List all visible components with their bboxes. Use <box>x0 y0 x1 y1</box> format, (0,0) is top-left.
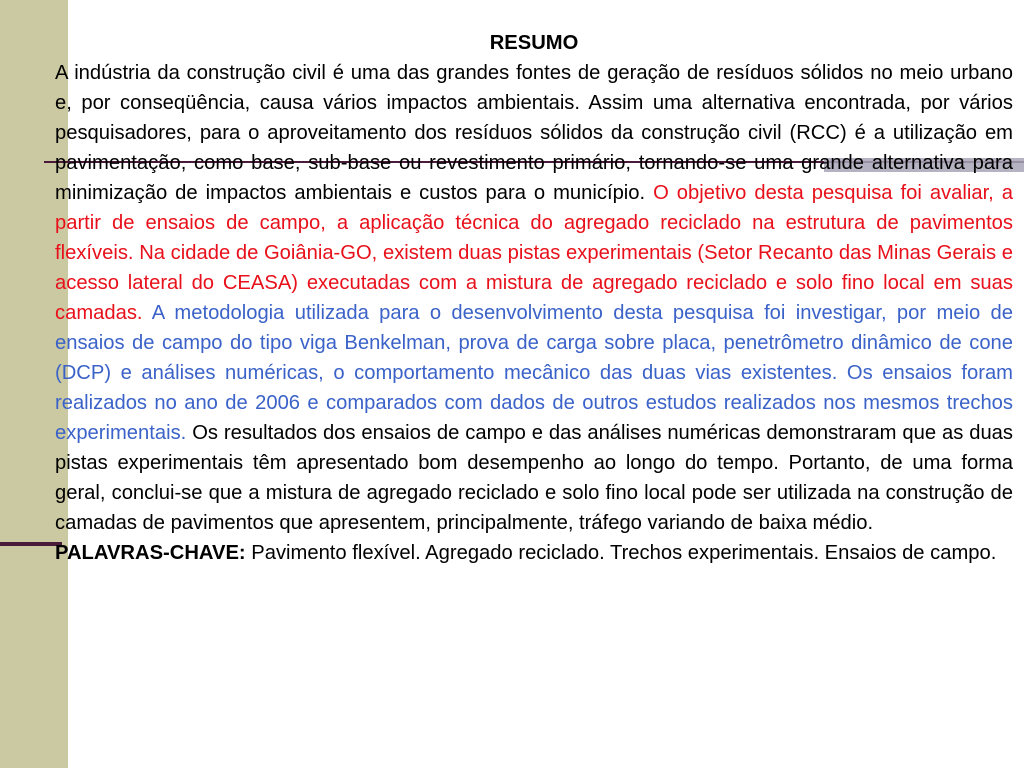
keywords-paragraph <box>55 538 1013 568</box>
abstract-paragraph <box>55 58 1013 538</box>
decorative-divider-bottom <box>0 542 62 546</box>
abstract-slide <box>55 28 1013 568</box>
keywords-label: PALAVRAS-CHAVE: <box>55 542 246 564</box>
abstract-objective: O objetivo desta pesquisa foi avaliar, a partir de ensaios de campo, a aplicação técnica do agregado reciclado na estrutura de pavimentos flexíveis. Na cidade de Goiânia-GO, existem duas pistas experimentais (Setor Recanto das Minas Gerais e acesso lateral do CEASA) executadas com a mistura de agregado reciclado e solo fino local em suas camadas. <box>55 182 1013 324</box>
keywords-text: Pavimento flexível. Agregado reciclado. Trechos experimentais. Ensaios de campo. <box>245 542 997 564</box>
abstract-intro: A indústria da construção civil é uma das grandes fontes de geração de resíduos sólidos no meio urbano e, por conseqüência, causa vários impactos ambientais. Assim uma alternativa encontrada, por vários pesquisadores, para o aproveitamento dos resíduos sólidos da construção civil (RCC) é a utilização em pavimentação, como base, sub-base ou revestimento primário, tornando-se uma grande alternativa para minimização de impactos ambientais e custos para o município. <box>55 62 1013 204</box>
page-title: RESUMO <box>489 32 579 54</box>
abstract-results: Os resultados dos ensaios de campo e das análises numéricas demonstraram que as duas pistas experimentais têm apresentado bom desempenho ao longo do tempo. Portanto, de uma forma geral, conclui-se que a mistura de agregado reciclado e solo fino local pode ser utilizada na construção de camadas de pavimentos que apresentem, principalmente, tráfego variando de baixa médio. <box>55 422 1013 534</box>
abstract-methodology: A metodologia utilizada para o desenvolvimento desta pesquisa foi investigar, por meio de ensaios de campo do tipo viga Benkelman, prova de carga sobre placa, penetrômetro dinâmico de cone (DCP) e análises numéricas, o comportamento mecânico das duas vias existentes. Os ensaios foram realizados no ano de 2006 e comparados com dados de outros estudos realizados nos mesmos trechos experimentais. <box>55 302 1013 444</box>
